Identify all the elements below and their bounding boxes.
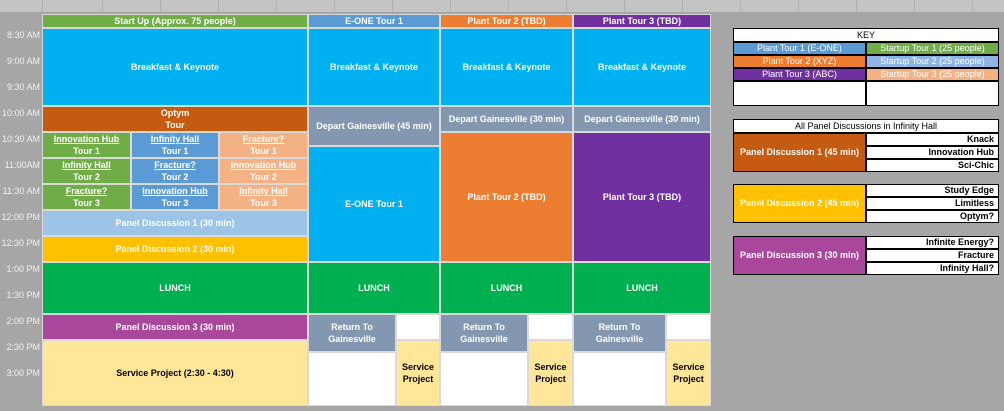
time-label: 11:30 AM [2,186,40,196]
panel-item: Infinite Energy? [866,236,999,249]
time-label: 11:00AM [4,160,40,170]
breakfast-keynote-cell[interactable]: Breakfast & Keynote [42,28,308,106]
tour-label: Fracture? [154,160,196,170]
eone-depart-cell[interactable]: Depart Gainesville (45 min) [308,106,440,146]
startup-tour-cell[interactable] [42,184,131,210]
startup-tour-cell[interactable] [42,132,131,158]
tour-label-sub: Tour 2 [161,172,189,182]
plant3-return-cell[interactable]: Return To Gainesville [573,314,666,352]
panels-group-1-label: Panel Discussion 1 (45 min) [733,133,866,172]
empty-cell [396,314,440,340]
time-label: 2:30 PM [6,342,40,352]
tour-label-sub: Tour 2 [73,172,100,182]
plant3-tour-cell[interactable]: Plant Tour 3 (TBD) [573,132,711,262]
startup-tour-cell[interactable] [219,184,308,210]
tour-label-sub: Tour 3 [161,198,189,208]
plant2-header[interactable]: Plant Tour 2 (TBD) [440,14,573,28]
panel-item: Fracture [866,249,999,262]
panel-item: Sci-Chic [866,159,999,172]
eone-tour-cell[interactable]: E-ONE Tour 1 [308,146,440,262]
tour-label-sub: Tour 3 [73,198,100,208]
tour-label: Innovation Hub [230,160,297,170]
time-label: 10:00 AM [1,108,40,118]
time-label: 12:00 PM [1,212,40,222]
empty-cell [573,352,666,406]
time-label: 3:00 PM [6,368,40,378]
plant2-tour-cell[interactable]: Plant Tour 2 (TBD) [440,132,573,262]
time-label: 9:30 AM [6,82,40,92]
eone-header[interactable]: E-ONE Tour 1 [308,14,440,28]
plant2-lunch-cell[interactable]: LUNCH [440,262,573,314]
startup-lunch-cell[interactable]: LUNCH [42,262,308,314]
tour-label: Innovation Hub [53,134,120,144]
optym-tour-label: Optym Tour [160,108,190,130]
column-header-strip [0,0,1004,12]
tour-label: Fracture? [242,134,285,144]
time-label: 8:30 AM [6,30,40,40]
key-startup-tour-3: Startup Tour 3 (25 people) [866,68,999,81]
panel-item: Innovation Hub [866,146,999,159]
panel-item: Infinity Hall? [866,262,999,275]
eone-breakfast-cell[interactable]: Breakfast & Keynote [308,28,440,106]
panel-item: Optym? [866,210,999,223]
empty-cell [666,314,711,340]
eone-service-cell[interactable]: Service Project [396,340,440,406]
key-title: KEY [733,28,999,42]
tour-label-sub: Tour 1 [250,146,277,156]
key-plant-tour-2: Plant Tour 2 (XYZ) [733,55,866,68]
time-label: 1:30 PM [6,290,40,300]
startup-tour-cell[interactable] [131,184,219,210]
panel-item: Study Edge [866,184,999,197]
tour-label: Fracture? [65,186,108,196]
panel-item: Limitless [866,197,999,210]
time-label: 2:00 PM [6,316,40,326]
time-label: 10:30 AM [1,134,40,144]
plant2-service-cell[interactable]: Service Project [528,340,573,406]
key-empty-cell [866,81,999,106]
service-project-main-cell[interactable]: Service Project (2:30 - 4:30) [42,340,308,406]
plant2-return-cell[interactable]: Return To Gainesville [440,314,528,352]
plant3-breakfast-cell[interactable]: Breakfast & Keynote [573,28,711,106]
panel-discussion-3-cell[interactable]: Panel Discussion 3 (30 min) [42,314,308,340]
optym-tour-cell[interactable] [42,106,308,132]
startup-tour-cell[interactable] [131,158,219,184]
key-startup-tour-1: Startup Tour 1 (25 people) [866,42,999,55]
tour-label-sub: Tour 1 [73,146,100,156]
plant2-depart-cell[interactable]: Depart Gainesville (30 min) [440,106,573,132]
plant3-service-cell[interactable]: Service Project [666,340,711,406]
tour-label-sub: Tour 1 [161,146,189,156]
eone-return-cell[interactable]: Return To Gainesville [308,314,396,352]
panels-title: All Panel Discussions in Infinity Hall [733,119,999,133]
empty-cell [528,314,573,340]
plant3-depart-cell[interactable]: Depart Gainesville (30 min) [573,106,711,132]
time-label: 1:00 PM [6,264,40,274]
key-empty-cell [733,81,866,106]
panel-item: Knack [866,133,999,146]
tour-label-sub: Tour 3 [250,198,277,208]
panel-discussion-2-cell[interactable]: Panel Discussion 2 (30 min) [42,236,308,262]
time-label: 9:00 AM [6,56,40,66]
startup-tour-cell[interactable] [42,158,131,184]
eone-lunch-cell[interactable]: LUNCH [308,262,440,314]
tour-label: Infinity Hall [239,186,288,196]
tour-label: Infinity Hall [150,134,200,144]
plant3-header[interactable]: Plant Tour 3 (TBD) [573,14,711,28]
startup-tour-cell[interactable] [131,132,219,158]
tour-label: Infinity Hall [62,160,111,170]
time-label: 12:30 PM [1,238,40,248]
startup-tour-cell[interactable] [219,132,308,158]
key-plant-tour-1: Plant Tour 1 (E-ONE) [733,42,866,55]
tour-label: Innovation Hub [142,186,208,196]
tour-label-sub: Tour 2 [250,172,277,182]
plant3-lunch-cell[interactable]: LUNCH [573,262,711,314]
panels-group-3-label: Panel Discussion 3 (30 min) [733,236,866,275]
panels-group-2-label: Panel Discussion 2 (45 min) [733,184,866,223]
empty-cell [308,352,396,406]
key-plant-tour-3: Plant Tour 3 (ABC) [733,68,866,81]
panel-discussion-1-cell[interactable]: Panel Discussion 1 (30 min) [42,210,308,236]
plant2-breakfast-cell[interactable]: Breakfast & Keynote [440,28,573,106]
key-startup-tour-2: Startup Tour 2 (25 people) [866,55,999,68]
startup-header[interactable]: Start Up (Approx. 75 people) [42,14,308,28]
empty-cell [440,352,528,406]
startup-tour-cell[interactable] [219,158,308,184]
